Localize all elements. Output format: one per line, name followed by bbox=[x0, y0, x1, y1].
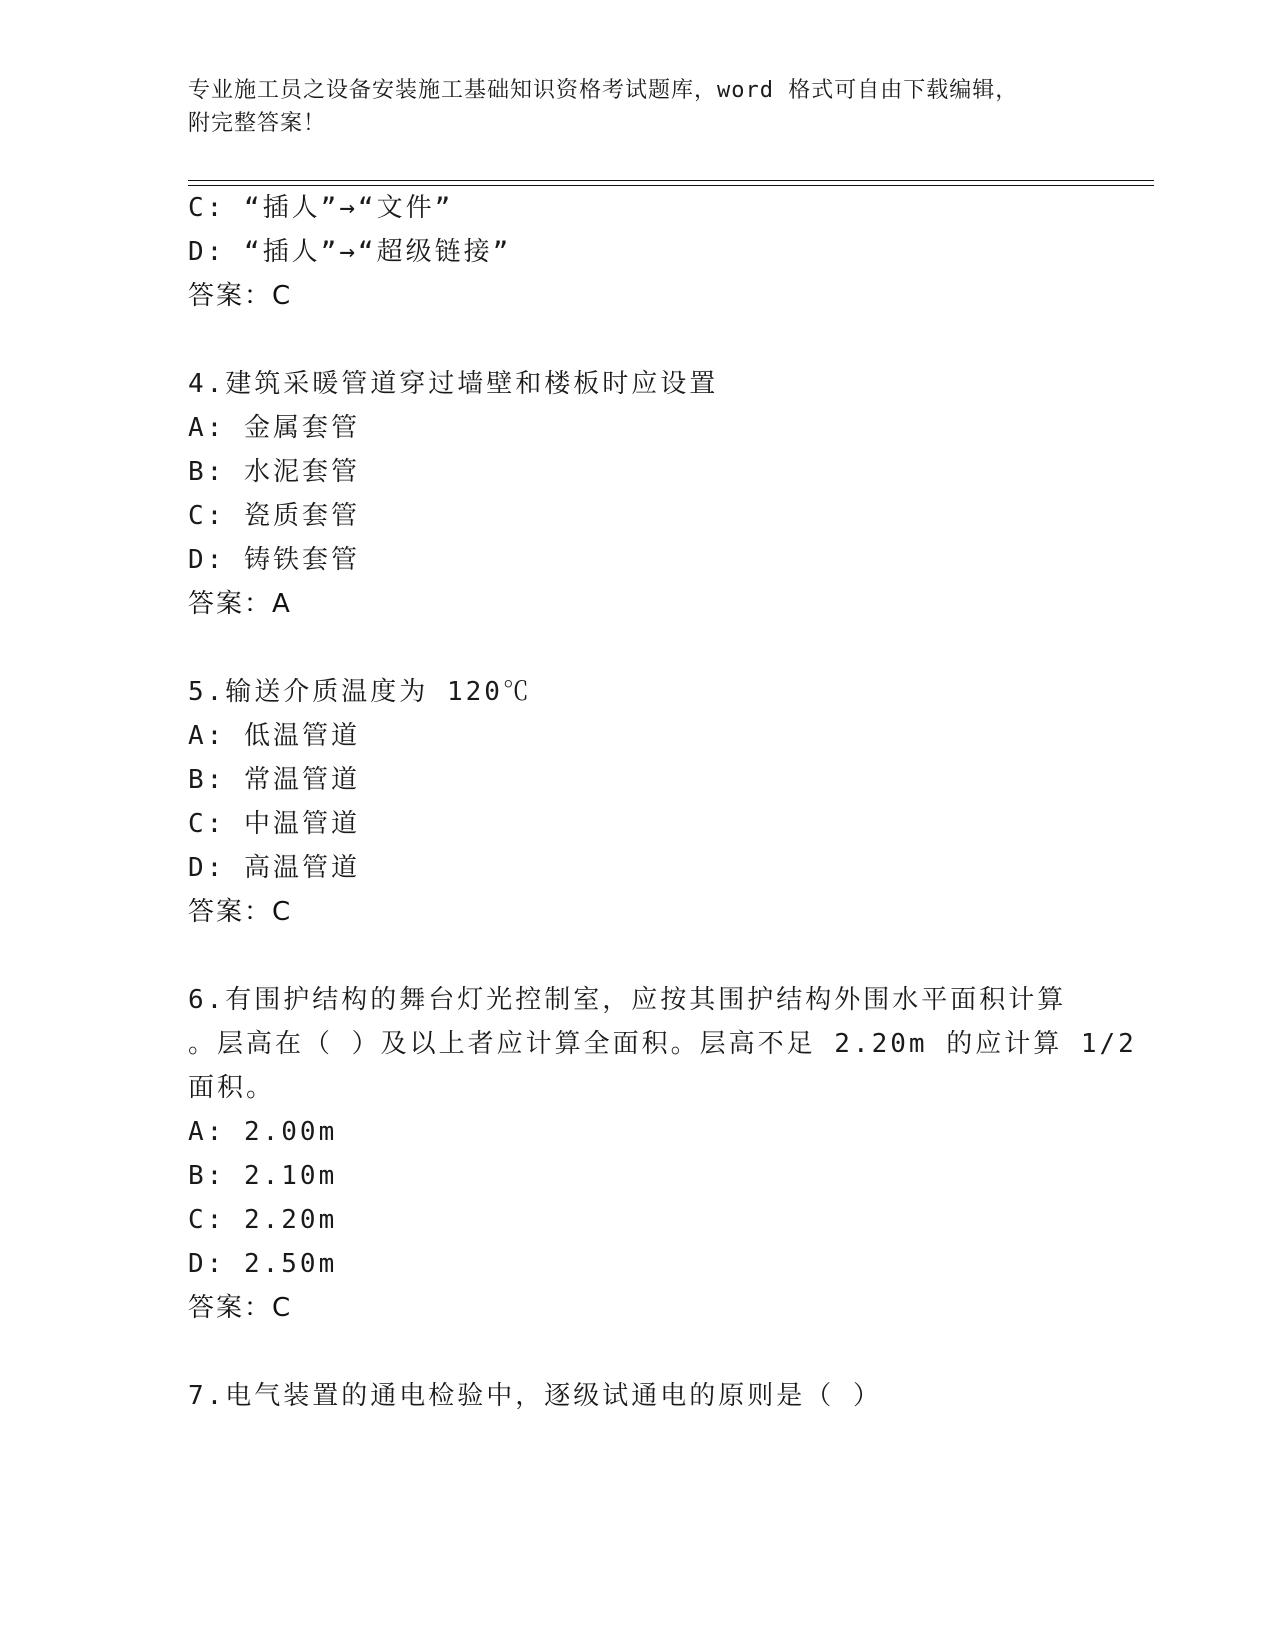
q6-option-c: C: 2.20m bbox=[188, 1205, 338, 1235]
q6-question-line-2: 。层高在（ ）及以上者应计算全面积。层高不足 2.20m 的应计算 1/2 bbox=[188, 1029, 1137, 1059]
q7-question: 7.电气装置的通电检验中，逐级试通电的原则是（ ） bbox=[188, 1381, 882, 1411]
q5-question: 5.输送介质温度为 120℃ bbox=[188, 677, 532, 707]
q5-option-a: A: 低温管道 bbox=[188, 721, 360, 751]
q5-option-b: B: 常温管道 bbox=[188, 765, 360, 795]
q3-option-c: C: “插人”→“文件” bbox=[188, 193, 454, 223]
q4-option-c: C: 瓷质套管 bbox=[188, 501, 360, 531]
q3-option-d: D: “插人”→“超级链接” bbox=[188, 237, 512, 267]
q6-option-d: D: 2.50m bbox=[188, 1249, 338, 1279]
q6-question-line-1: 6.有围护结构的舞台灯光控制室，应按其围护结构外围水平面积计算 bbox=[188, 985, 1067, 1015]
q6-question-line-3: 面积。 bbox=[188, 1073, 276, 1103]
document-header bbox=[188, 74, 1088, 140]
q4-question: 4.建筑采暖管道穿过墙壁和楼板时应设置 bbox=[188, 369, 719, 399]
q5-option-d: D: 高温管道 bbox=[188, 853, 360, 883]
q4-option-a: A: 金属套管 bbox=[188, 413, 360, 443]
header-line-2: 附完整答案！ bbox=[188, 111, 327, 136]
header-line-1: 专业施工员之设备安装施工基础知识资格考试题库，word 格式可自由下载编辑， bbox=[188, 78, 1019, 103]
header-divider-bottom bbox=[188, 185, 1154, 186]
q6-answer: 答案：C bbox=[188, 1293, 293, 1323]
q4-option-b: B: 水泥套管 bbox=[188, 457, 360, 487]
q5-option-c: C: 中温管道 bbox=[188, 809, 360, 839]
q4-option-d: D: 铸铁套管 bbox=[188, 545, 360, 575]
q6-option-b: B: 2.10m bbox=[188, 1161, 338, 1191]
q6-option-a: A: 2.00m bbox=[188, 1117, 338, 1147]
q5-answer: 答案：C bbox=[188, 897, 293, 927]
q3-answer: 答案：C bbox=[188, 281, 293, 311]
q4-answer: 答案：A bbox=[188, 589, 292, 619]
header-divider-top bbox=[188, 180, 1154, 181]
